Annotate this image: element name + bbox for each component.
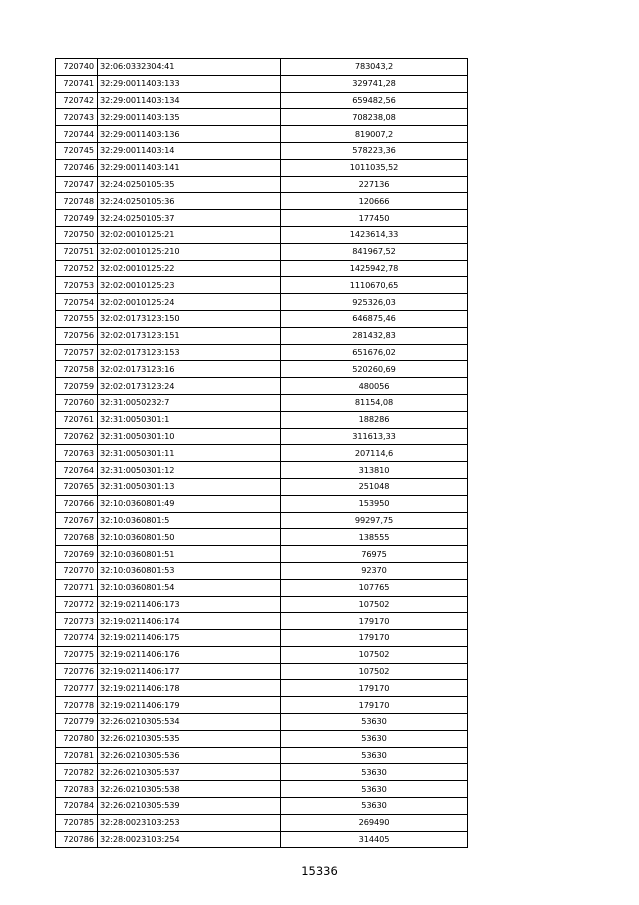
value-cell: 107502 (281, 646, 468, 663)
table-row (56, 445, 468, 462)
table-row (56, 814, 468, 831)
row-id-cell: 720781 (56, 747, 98, 764)
value-cell: 107502 (281, 596, 468, 613)
row-id-cell: 720763 (56, 445, 98, 462)
row-id-cell: 720764 (56, 462, 98, 479)
row-id-cell: 720741 (56, 75, 98, 92)
table-row (56, 109, 468, 126)
cadastral-number-cell: 32:28:0023103:254 (98, 831, 281, 848)
value-cell: 1011035,52 (281, 159, 468, 176)
value-cell: 708238,08 (281, 109, 468, 126)
cadastral-number-cell: 32:10:0360801:5 (98, 512, 281, 529)
value-cell: 841967,52 (281, 243, 468, 260)
table-row (56, 294, 468, 311)
table-row (56, 680, 468, 697)
value-cell: 53630 (281, 798, 468, 815)
value-cell: 819007,2 (281, 126, 468, 143)
table-row (56, 562, 468, 579)
value-cell: 1423614,33 (281, 226, 468, 243)
cadastral-number-cell: 32:19:0211406:178 (98, 680, 281, 697)
value-cell: 179170 (281, 630, 468, 647)
value-cell: 1425942,78 (281, 260, 468, 277)
cadastral-number-cell: 32:02:0010125:22 (98, 260, 281, 277)
row-id-cell: 720773 (56, 613, 98, 630)
value-cell: 1110670,65 (281, 277, 468, 294)
value-cell: 53630 (281, 764, 468, 781)
row-id-cell: 720745 (56, 142, 98, 159)
cadastral-number-cell: 32:19:0211406:179 (98, 697, 281, 714)
cadastral-number-cell: 32:31:0050301:1 (98, 411, 281, 428)
table-row (56, 798, 468, 815)
table-body (56, 59, 468, 848)
row-id-cell: 720765 (56, 478, 98, 495)
value-cell: 520260,69 (281, 361, 468, 378)
cadastral-number-cell: 32:24:0250105:35 (98, 176, 281, 193)
value-cell: 53630 (281, 714, 468, 731)
cadastral-number-cell: 32:10:0360801:54 (98, 579, 281, 596)
cadastral-number-cell: 32:10:0360801:49 (98, 495, 281, 512)
row-id-cell: 720775 (56, 646, 98, 663)
page-number: 15336 (301, 864, 338, 878)
cadastral-number-cell: 32:31:0050301:13 (98, 478, 281, 495)
row-id-cell: 720754 (56, 294, 98, 311)
value-cell: 480056 (281, 378, 468, 395)
value-cell: 107502 (281, 663, 468, 680)
row-id-cell: 720767 (56, 512, 98, 529)
table-row (56, 512, 468, 529)
cadastral-number-cell: 32:10:0360801:50 (98, 529, 281, 546)
table-row (56, 596, 468, 613)
table-row (56, 714, 468, 731)
cadastral-number-cell: 32:06:0332304:41 (98, 59, 281, 76)
value-cell: 92370 (281, 562, 468, 579)
row-id-cell: 720751 (56, 243, 98, 260)
row-id-cell: 720778 (56, 697, 98, 714)
value-cell: 153950 (281, 495, 468, 512)
cadastral-number-cell: 32:26:0210305:537 (98, 764, 281, 781)
table-row (56, 260, 468, 277)
row-id-cell: 720753 (56, 277, 98, 294)
row-id-cell: 720762 (56, 428, 98, 445)
cadastral-number-cell: 32:02:0010125:210 (98, 243, 281, 260)
row-id-cell: 720779 (56, 714, 98, 731)
table-row (56, 243, 468, 260)
cadastral-number-cell: 32:28:0023103:253 (98, 814, 281, 831)
cadastral-number-cell: 32:24:0250105:36 (98, 193, 281, 210)
data-table (55, 58, 468, 848)
row-id-cell: 720758 (56, 361, 98, 378)
value-cell: 53630 (281, 781, 468, 798)
value-cell: 311613,33 (281, 428, 468, 445)
row-id-cell: 720750 (56, 226, 98, 243)
cadastral-number-cell: 32:29:0011403:135 (98, 109, 281, 126)
cadastral-number-cell: 32:19:0211406:175 (98, 630, 281, 647)
row-id-cell: 720785 (56, 814, 98, 831)
value-cell: 329741,28 (281, 75, 468, 92)
cadastral-number-cell: 32:02:0010125:23 (98, 277, 281, 294)
value-cell: 177450 (281, 210, 468, 227)
row-id-cell: 720776 (56, 663, 98, 680)
table-row (56, 462, 468, 479)
value-cell: 120666 (281, 193, 468, 210)
value-cell: 646875,46 (281, 310, 468, 327)
row-id-cell: 720777 (56, 680, 98, 697)
row-id-cell: 720752 (56, 260, 98, 277)
row-id-cell: 720766 (56, 495, 98, 512)
table-row (56, 277, 468, 294)
row-id-cell: 720784 (56, 798, 98, 815)
row-id-cell: 720774 (56, 630, 98, 647)
cadastral-number-cell: 32:26:0210305:535 (98, 730, 281, 747)
cadastral-number-cell: 32:19:0211406:174 (98, 613, 281, 630)
cadastral-number-cell: 32:26:0210305:534 (98, 714, 281, 731)
table-row (56, 411, 468, 428)
cadastral-number-cell: 32:02:0173123:150 (98, 310, 281, 327)
row-id-cell: 720740 (56, 59, 98, 76)
table-row (56, 747, 468, 764)
cadastral-number-cell: 32:10:0360801:51 (98, 546, 281, 563)
value-cell: 269490 (281, 814, 468, 831)
table-row (56, 831, 468, 848)
value-cell: 578223,36 (281, 142, 468, 159)
row-id-cell: 720748 (56, 193, 98, 210)
cadastral-number-cell: 32:10:0360801:53 (98, 562, 281, 579)
table-row (56, 327, 468, 344)
cadastral-number-cell: 32:31:0050301:12 (98, 462, 281, 479)
cadastral-number-cell: 32:19:0211406:177 (98, 663, 281, 680)
table-row (56, 142, 468, 159)
row-id-cell: 720761 (56, 411, 98, 428)
row-id-cell: 720747 (56, 176, 98, 193)
table-row (56, 495, 468, 512)
value-cell: 138555 (281, 529, 468, 546)
cadastral-number-cell: 32:29:0011403:134 (98, 92, 281, 109)
table-row (56, 159, 468, 176)
cadastral-number-cell: 32:26:0210305:538 (98, 781, 281, 798)
table-row (56, 478, 468, 495)
row-id-cell: 720742 (56, 92, 98, 109)
row-id-cell: 720744 (56, 126, 98, 143)
value-cell: 314405 (281, 831, 468, 848)
row-id-cell: 720771 (56, 579, 98, 596)
cadastral-number-cell: 32:02:0010125:24 (98, 294, 281, 311)
value-cell: 313810 (281, 462, 468, 479)
value-cell: 179170 (281, 697, 468, 714)
cadastral-number-cell: 32:29:0011403:14 (98, 142, 281, 159)
table-row (56, 613, 468, 630)
value-cell: 281432,83 (281, 327, 468, 344)
row-id-cell: 720759 (56, 378, 98, 395)
value-cell: 188286 (281, 411, 468, 428)
cadastral-number-cell: 32:19:0211406:173 (98, 596, 281, 613)
table-row (56, 764, 468, 781)
row-id-cell: 720743 (56, 109, 98, 126)
value-cell: 179170 (281, 613, 468, 630)
table-row (56, 176, 468, 193)
table-row (56, 378, 468, 395)
row-id-cell: 720749 (56, 210, 98, 227)
table-row (56, 394, 468, 411)
table-row (56, 210, 468, 227)
table-row (56, 92, 468, 109)
cadastral-number-cell: 32:24:0250105:37 (98, 210, 281, 227)
cadastral-number-cell: 32:31:0050301:10 (98, 428, 281, 445)
value-cell: 251048 (281, 478, 468, 495)
value-cell: 76975 (281, 546, 468, 563)
value-cell: 179170 (281, 680, 468, 697)
row-id-cell: 720783 (56, 781, 98, 798)
value-cell: 651676,02 (281, 344, 468, 361)
row-id-cell: 720780 (56, 730, 98, 747)
row-id-cell: 720782 (56, 764, 98, 781)
value-cell: 107765 (281, 579, 468, 596)
row-id-cell: 720746 (56, 159, 98, 176)
table-row (56, 646, 468, 663)
value-cell: 925326,03 (281, 294, 468, 311)
row-id-cell: 720769 (56, 546, 98, 563)
value-cell: 81154,08 (281, 394, 468, 411)
table-row (56, 59, 468, 76)
cadastral-number-cell: 32:29:0011403:141 (98, 159, 281, 176)
value-cell: 53630 (281, 747, 468, 764)
cadastral-number-cell: 32:26:0210305:536 (98, 747, 281, 764)
cadastral-number-cell: 32:29:0011403:136 (98, 126, 281, 143)
table-row (56, 529, 468, 546)
cadastral-number-cell: 32:02:0173123:24 (98, 378, 281, 395)
table-row (56, 781, 468, 798)
table-row (56, 310, 468, 327)
table-row (56, 126, 468, 143)
row-id-cell: 720760 (56, 394, 98, 411)
value-cell: 659482,56 (281, 92, 468, 109)
value-cell: 227136 (281, 176, 468, 193)
cadastral-number-cell: 32:19:0211406:176 (98, 646, 281, 663)
row-id-cell: 720768 (56, 529, 98, 546)
cadastral-number-cell: 32:26:0210305:539 (98, 798, 281, 815)
cadastral-number-cell: 32:02:0173123:151 (98, 327, 281, 344)
cadastral-number-cell: 32:31:0050232:7 (98, 394, 281, 411)
table-row (56, 428, 468, 445)
row-id-cell: 720770 (56, 562, 98, 579)
table-row (56, 546, 468, 563)
table-row (56, 579, 468, 596)
row-id-cell: 720756 (56, 327, 98, 344)
row-id-cell: 720757 (56, 344, 98, 361)
row-id-cell: 720772 (56, 596, 98, 613)
value-cell: 207114,6 (281, 445, 468, 462)
value-cell: 783043,2 (281, 59, 468, 76)
table-row (56, 697, 468, 714)
table-row (56, 75, 468, 92)
row-id-cell: 720786 (56, 831, 98, 848)
table-row (56, 226, 468, 243)
cadastral-number-cell: 32:02:0010125:21 (98, 226, 281, 243)
table-row (56, 730, 468, 747)
value-cell: 99297,75 (281, 512, 468, 529)
table-row (56, 663, 468, 680)
cadastral-number-cell: 32:02:0173123:153 (98, 344, 281, 361)
table-row (56, 361, 468, 378)
table-row (56, 344, 468, 361)
cadastral-number-cell: 32:29:0011403:133 (98, 75, 281, 92)
value-cell: 53630 (281, 730, 468, 747)
table-row (56, 193, 468, 210)
cadastral-number-cell: 32:31:0050301:11 (98, 445, 281, 462)
cadastral-number-cell: 32:02:0173123:16 (98, 361, 281, 378)
table-row (56, 630, 468, 647)
row-id-cell: 720755 (56, 310, 98, 327)
